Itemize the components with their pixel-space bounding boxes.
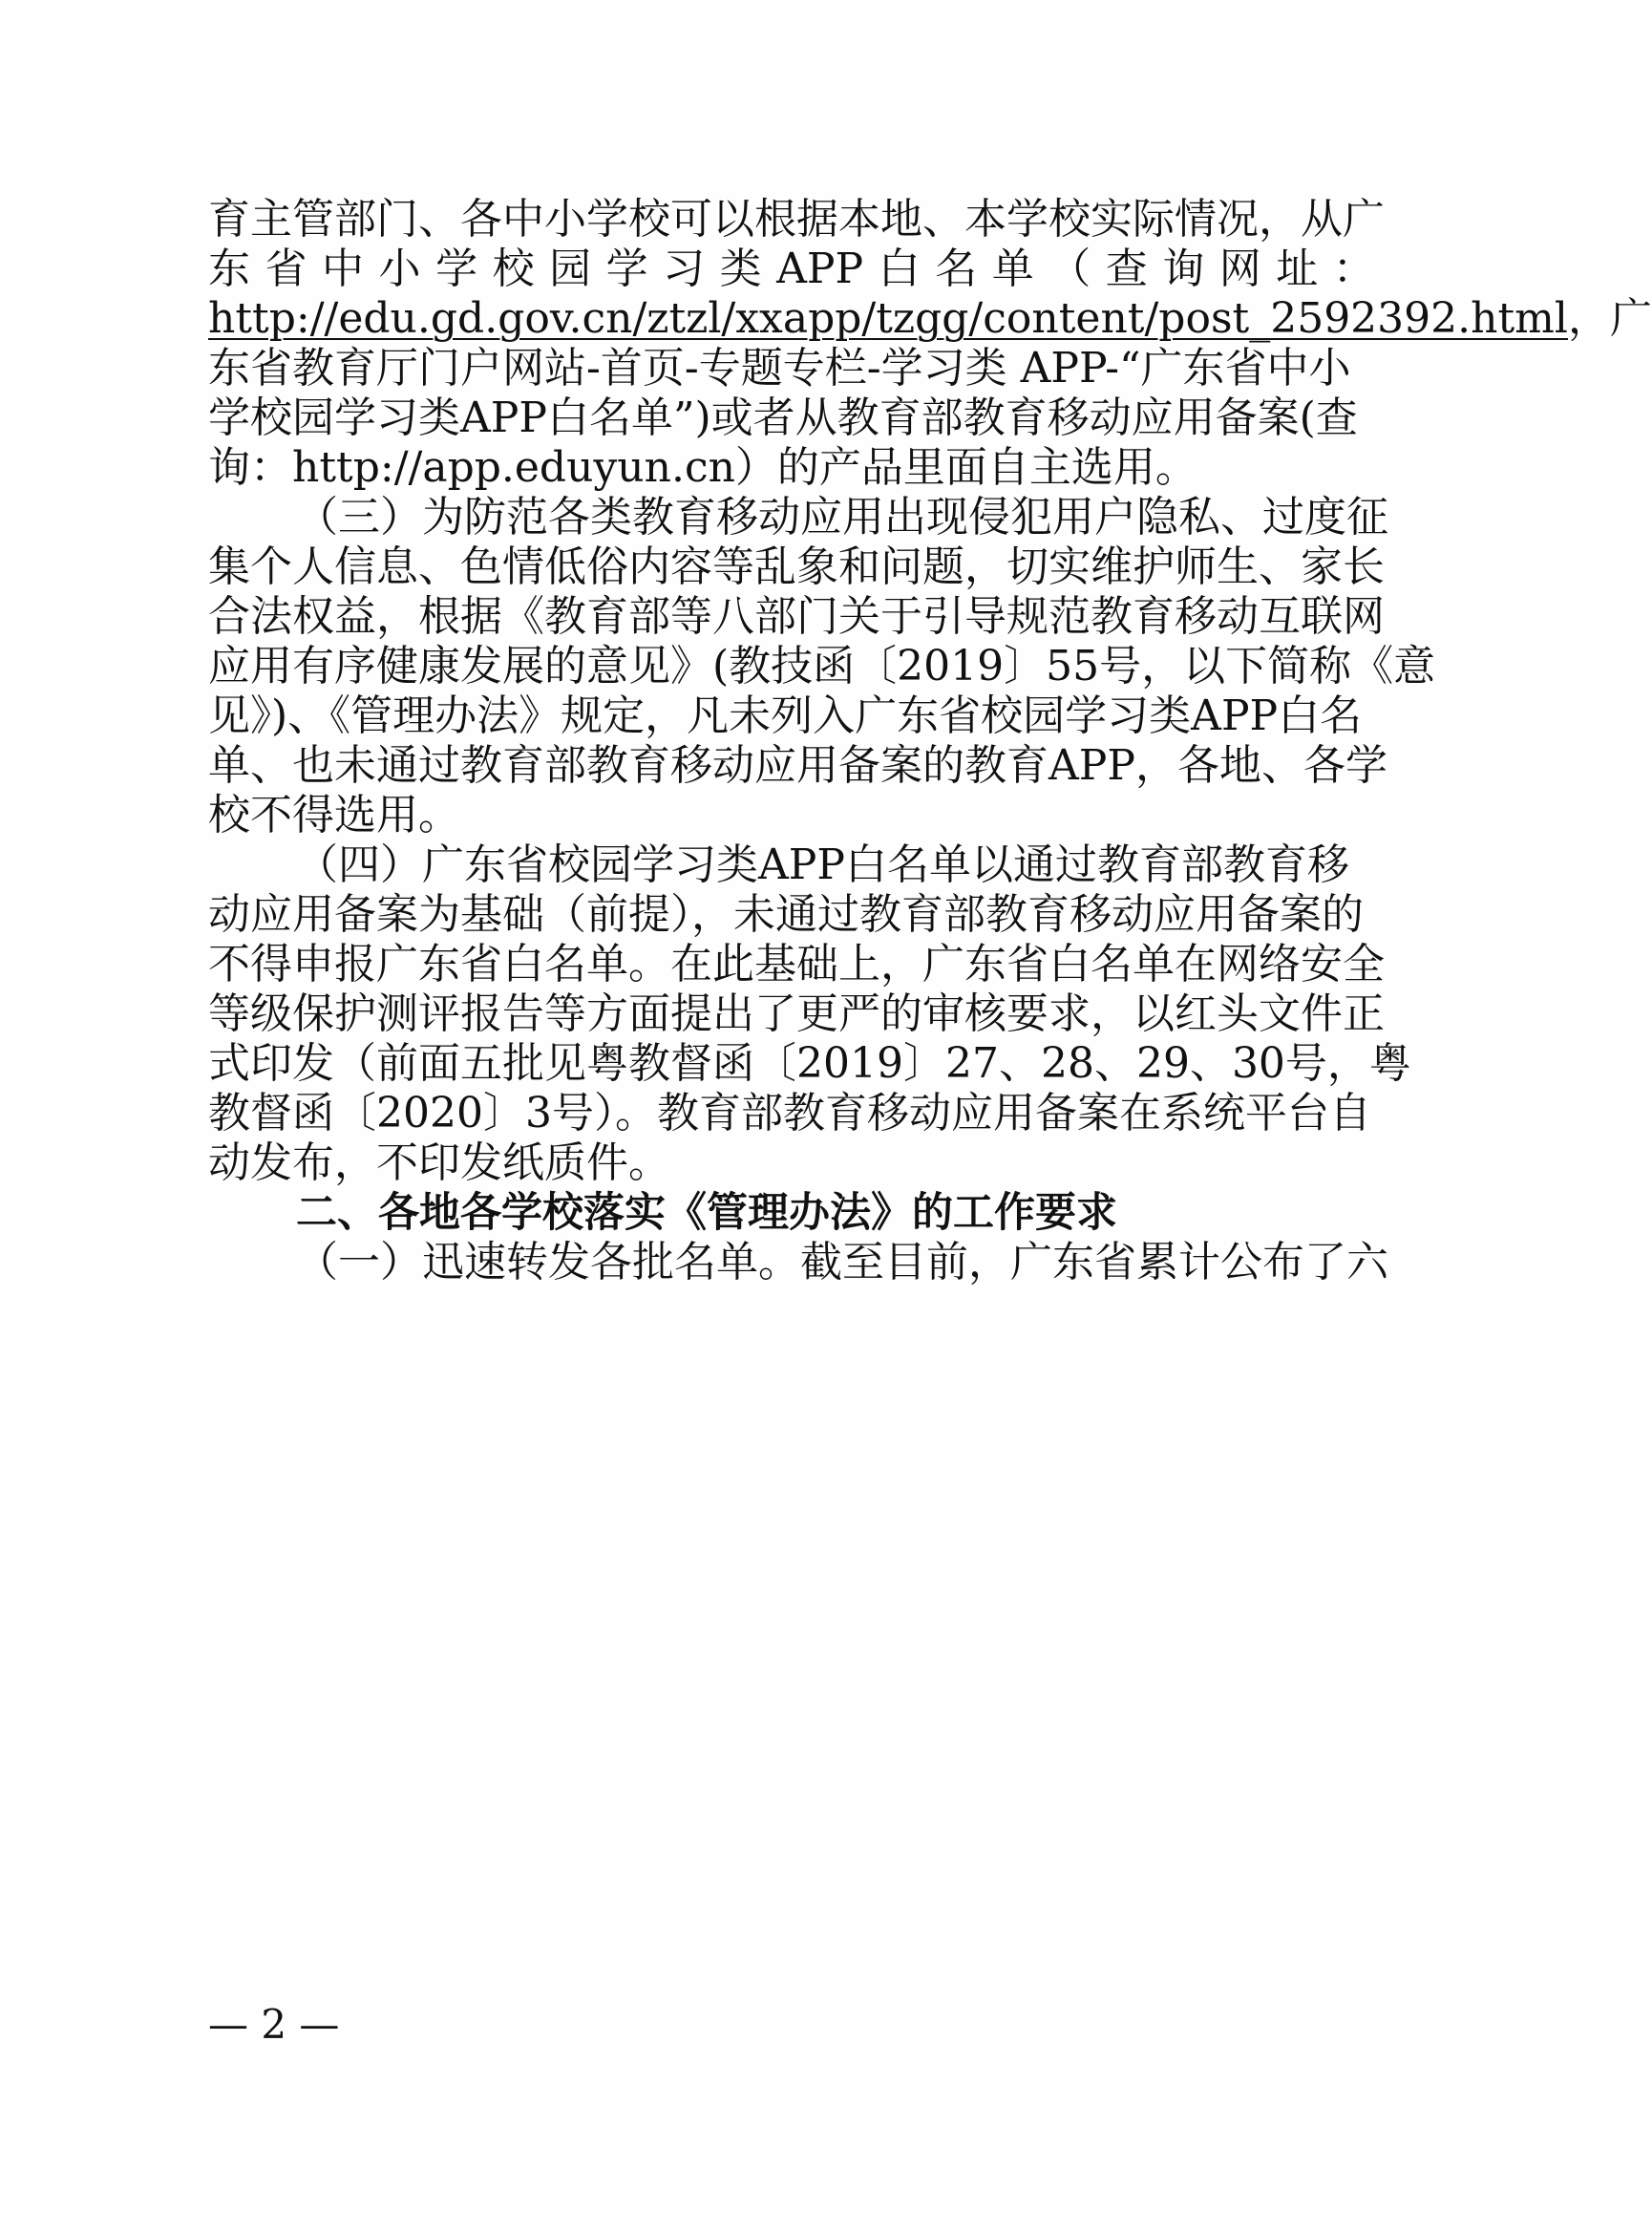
- url-link[interactable]: http://edu.gd.gov.cn/ztzl/xxapp/tzgg/content/post_2592392.html: [208, 294, 1568, 343]
- text-line: 教督函〔2020〕3号）。教育部教育移动应用备案在系统平台自: [208, 1089, 1371, 1138]
- text-line: 见》)、《管理办法》规定，凡未列入广东省校园学习类APP白名: [208, 691, 1363, 740]
- text-token: （: [1048, 245, 1091, 293]
- text-line: 育主管部门、各中小学校可以根据本地、本学校实际情况，从广: [208, 195, 1385, 244]
- text-line: 动发布，不印发纸质件。: [208, 1138, 670, 1187]
- text-line: 校不得选用。: [208, 791, 460, 840]
- text-token: 白: [878, 245, 921, 293]
- text-token: 习: [663, 245, 706, 293]
- text-line: 动应用备案为基础（前提），未通过教育部教育移动应用备案的: [208, 890, 1364, 939]
- text-line: 合法权益，根据《教育部等八部门关于引导规范教育移动互联网: [208, 592, 1385, 641]
- text-token: ：: [1332, 245, 1375, 293]
- text-line: 单、也未通过教育部教育移动应用备案的教育APP，各地、各学: [208, 741, 1387, 790]
- text-token: 东: [208, 245, 250, 293]
- text-token: 类: [719, 245, 762, 293]
- text-token: 小: [378, 245, 421, 293]
- text-line: 询：http://app.eduyun.cn）的产品里面自主选用。: [208, 443, 1197, 492]
- text-line: （三）为防范各类教育移动应用出现侵犯用户隐私、过度征: [296, 493, 1388, 542]
- text-line: 不得申报广东省白名单。在此基础上，广东省白名单在网络安全: [208, 940, 1385, 989]
- text-line: 东省教育厅门户网站-首页-专题专栏-学习类 APP-“广东省中小: [208, 344, 1351, 393]
- text-token: APP: [776, 245, 864, 293]
- text-token: 网: [1218, 245, 1261, 293]
- text-token: 学: [435, 245, 478, 293]
- text-token: 校: [492, 245, 535, 293]
- section-heading: 二、各地各学校落实《管理办法》的工作要求: [296, 1189, 1117, 1237]
- text-line: 式印发（前面五批见粤教督函〔2019〕27、28、29、30号，粤: [208, 1039, 1411, 1088]
- text-token: 园: [549, 245, 592, 293]
- text-token: 询: [1162, 245, 1205, 293]
- text-token: 中: [322, 245, 365, 293]
- page-number: — 2 —: [208, 2001, 340, 2048]
- url-line-suffix: ，广: [1567, 294, 1652, 343]
- text-line: 学校园学习类APP白名单”)或者从教育部教育移动应用备案(查: [208, 393, 1358, 442]
- text-token: 址: [1276, 245, 1319, 293]
- text-line: 应用有序健康发展的意见》(教技函〔2019〕55号，以下简称《意: [208, 642, 1436, 691]
- text-line: 集个人信息、色情低俗内容等乱象和问题，切实维护师生、家长: [208, 542, 1385, 591]
- text-token: 名: [935, 245, 978, 293]
- text-token: 省: [265, 245, 307, 293]
- text-token: 单: [991, 245, 1034, 293]
- text-line: 等级保护测评报告等方面提出了更严的审核要求，以红头文件正: [208, 989, 1385, 1038]
- text-line: （四）广东省校园学习类APP白名单以通过教育部教育移: [296, 840, 1349, 889]
- text-token: 查: [1105, 245, 1148, 293]
- text-token: 学: [605, 245, 648, 293]
- text-line: （一）迅速转发各批名单。截至目前，广东省累计公布了六: [296, 1238, 1388, 1287]
